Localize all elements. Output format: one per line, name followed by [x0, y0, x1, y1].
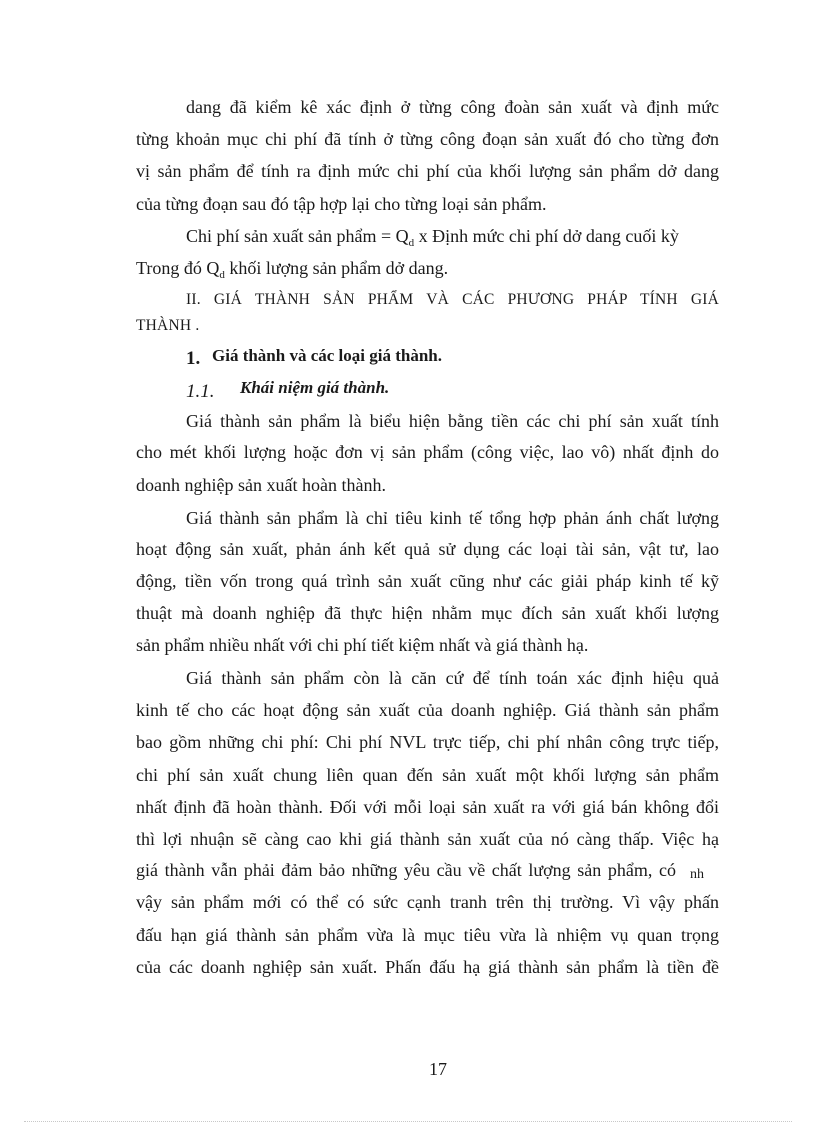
subheading-number: 1.1. — [186, 381, 215, 402]
text-line: kinh tế cho các hoạt động sản xuất của doanh nghiệp. Giá thành sản phẩm — [136, 700, 719, 720]
text-line: từng khoản mục chi phí đã tính ở từng công đoạn sản xuất đó cho từng đơn — [136, 129, 719, 149]
text-line: của từng đoạn sau đó tập hợp lại cho từng loại sản phẩm. — [136, 194, 547, 214]
text-line: hoạt động sản xuất, phản ánh kết quả sử dụng các loại tài sản, vật tư, lao — [136, 539, 719, 559]
formula-definition: Trong đó $Q_d$ khối lượng sản phẩm dở dang. — [136, 258, 449, 281]
text-line: nhất định đã hoàn thành. Đối với mỗi loại sản xuất ra với giá bán không đổi — [136, 797, 719, 817]
text-line: cho mét khối lượng hoặc đơn vị sản phẩm (công việc, lao vô) nhất định do — [136, 442, 719, 462]
text-line: động, tiền vốn trong quá trình sản xuất cũng như các giải pháp kinh tế kỹ — [136, 571, 719, 591]
heading-number: 1. — [186, 348, 201, 369]
text-line: của các doanh nghiệp sản xuất. Phấn đấu hạ giá thành sản phẩm là tiền đề — [136, 957, 719, 977]
text-line: dang đã kiểm kê xác định ở từng công đoàn sản xuất và định mức — [186, 97, 719, 117]
text-line: chi phí sản xuất chung liên quan đến sản xuất một khối lượng sản phẩm — [136, 765, 719, 785]
text-line: thuật mà doanh nghiệp đã thực hiện nhằm mục đích sản xuất khối lượng — [136, 603, 719, 623]
text-line: đấu hạn giá thành sản phẩm vừa là mục tiêu vừa là nhiệm vụ quan trọng — [136, 925, 719, 945]
section-heading: II. GIÁ THÀNH SẢN PHẨM VÀ CÁC PHƯƠNG PHÁP TÍNH GIÁ — [186, 291, 719, 308]
subheading-title: Khái niệm giá thành. — [240, 378, 390, 397]
footer-divider — [24, 1121, 792, 1122]
text-line: vị sản phẩm để tính ra định mức chi phí của khối lượng sản phẩm dở dang — [136, 161, 719, 181]
heading-title: Giá thành và các loại giá thành. — [212, 346, 443, 365]
text-line: bao gồm những chi phí: Chi phí NVL trực tiếp, chi phí nhân công trực tiếp, — [136, 732, 719, 752]
text-line: Giá thành sản phẩm còn là căn cứ để tính toán xác định hiệu quả — [186, 668, 719, 688]
formula-line: Chi phí sản xuất sản phẩm = $Q_d$ x Định mức chi phí dở dang cuối kỳ — [186, 226, 679, 249]
text-line: Giá thành sản phẩm là chỉ tiêu kinh tế tổng hợp phản ánh chất lượng — [186, 508, 719, 528]
text-line: sản phẩm nhiều nhất với chi phí tiết kiệm nhất và giá thành hạ. — [136, 635, 589, 655]
text-line: Giá thành sản phẩm là biểu hiện bằng tiền các chi phí sản xuất tính — [186, 411, 719, 431]
stray-text: nh — [690, 867, 704, 882]
page-number: 17 — [429, 1059, 447, 1079]
text-line: vậy sản phẩm mới có thể có sức cạnh tranh trên thị trường. Vì vậy phấn — [136, 892, 719, 912]
text-line: giá thành vẫn phải đảm bảo những yêu cầu về chất lượng sản phẩm, có — [136, 860, 676, 880]
section-heading-cont: THÀNH . — [136, 317, 200, 334]
text-line: thì lợi nhuận sẽ càng cao khi giá thành sản xuất của nó càng thấp. Việc hạ — [136, 829, 719, 849]
text-line: doanh nghiệp sản xuất hoàn thành. — [136, 475, 386, 495]
